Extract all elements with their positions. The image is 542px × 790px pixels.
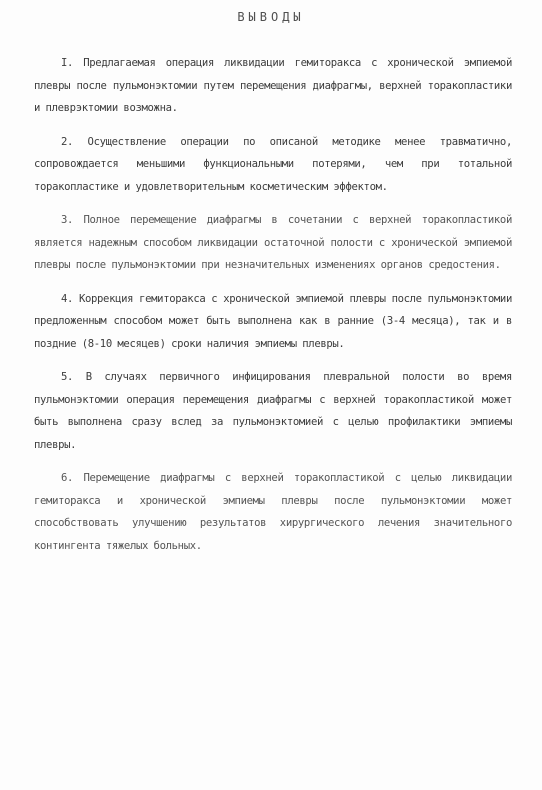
page-title: ВЫВОДЫ <box>237 10 305 24</box>
conclusion-paragraph-3: 3. Полное перемещение диафрагмы в сочетании с верхней торакопластикой является надежным способом ликвидации остаточной полости с хронической эмпиемой плевры после пульмонэктомии при незначительных изменениях органов средостения. <box>34 214 512 271</box>
conclusion-paragraph-4: 4. Коррекция гемиторакса с хронической эмпиемой плевры после пульмонэктомии предложенным способом может быть выполнена как в ранние (3-4 месяца), так и в поздние (8-10 месяцев) сроки наличия эмпиемы плевры. <box>34 292 512 350</box>
conclusion-paragraph-5: 5. В случаях первичного инфицирования плевральной полости во время пульмонэктомии операция перемещения диафрагмы с верхней торакопластикой может быть выполнена сразу вслед за пульмонэктомией с целью профилактики эмпиемы плевры. <box>34 371 512 451</box>
conclusion-paragraph-6: 6. Перемещение диафрагмы с верхней торакопластикой с целью ликвидации гемиторакса и хронической эмпиемы плевры после пульмонэктомии может способствовать улучшению результатов хирургического лечения значительного контингента тяжелых больных. <box>34 472 512 552</box>
conclusion-paragraph-2: 2. Осуществление операции по описаной методике менее травматично, сопровождается меньшими функциональными потерями, чем при тотальной торакопластике и удовлетворительным косметическим эффектом. <box>34 135 512 193</box>
conclusion-paragraph-1: I. Предлагаемая операция ликвидации гемиторакса с хронической эмпиемой плевры после пульмонэктомии путем перемещения диафрагмы, верхней торакопластики и плеврэктомии возможна. <box>34 57 512 114</box>
conclusions-list <box>34 52 512 568</box>
